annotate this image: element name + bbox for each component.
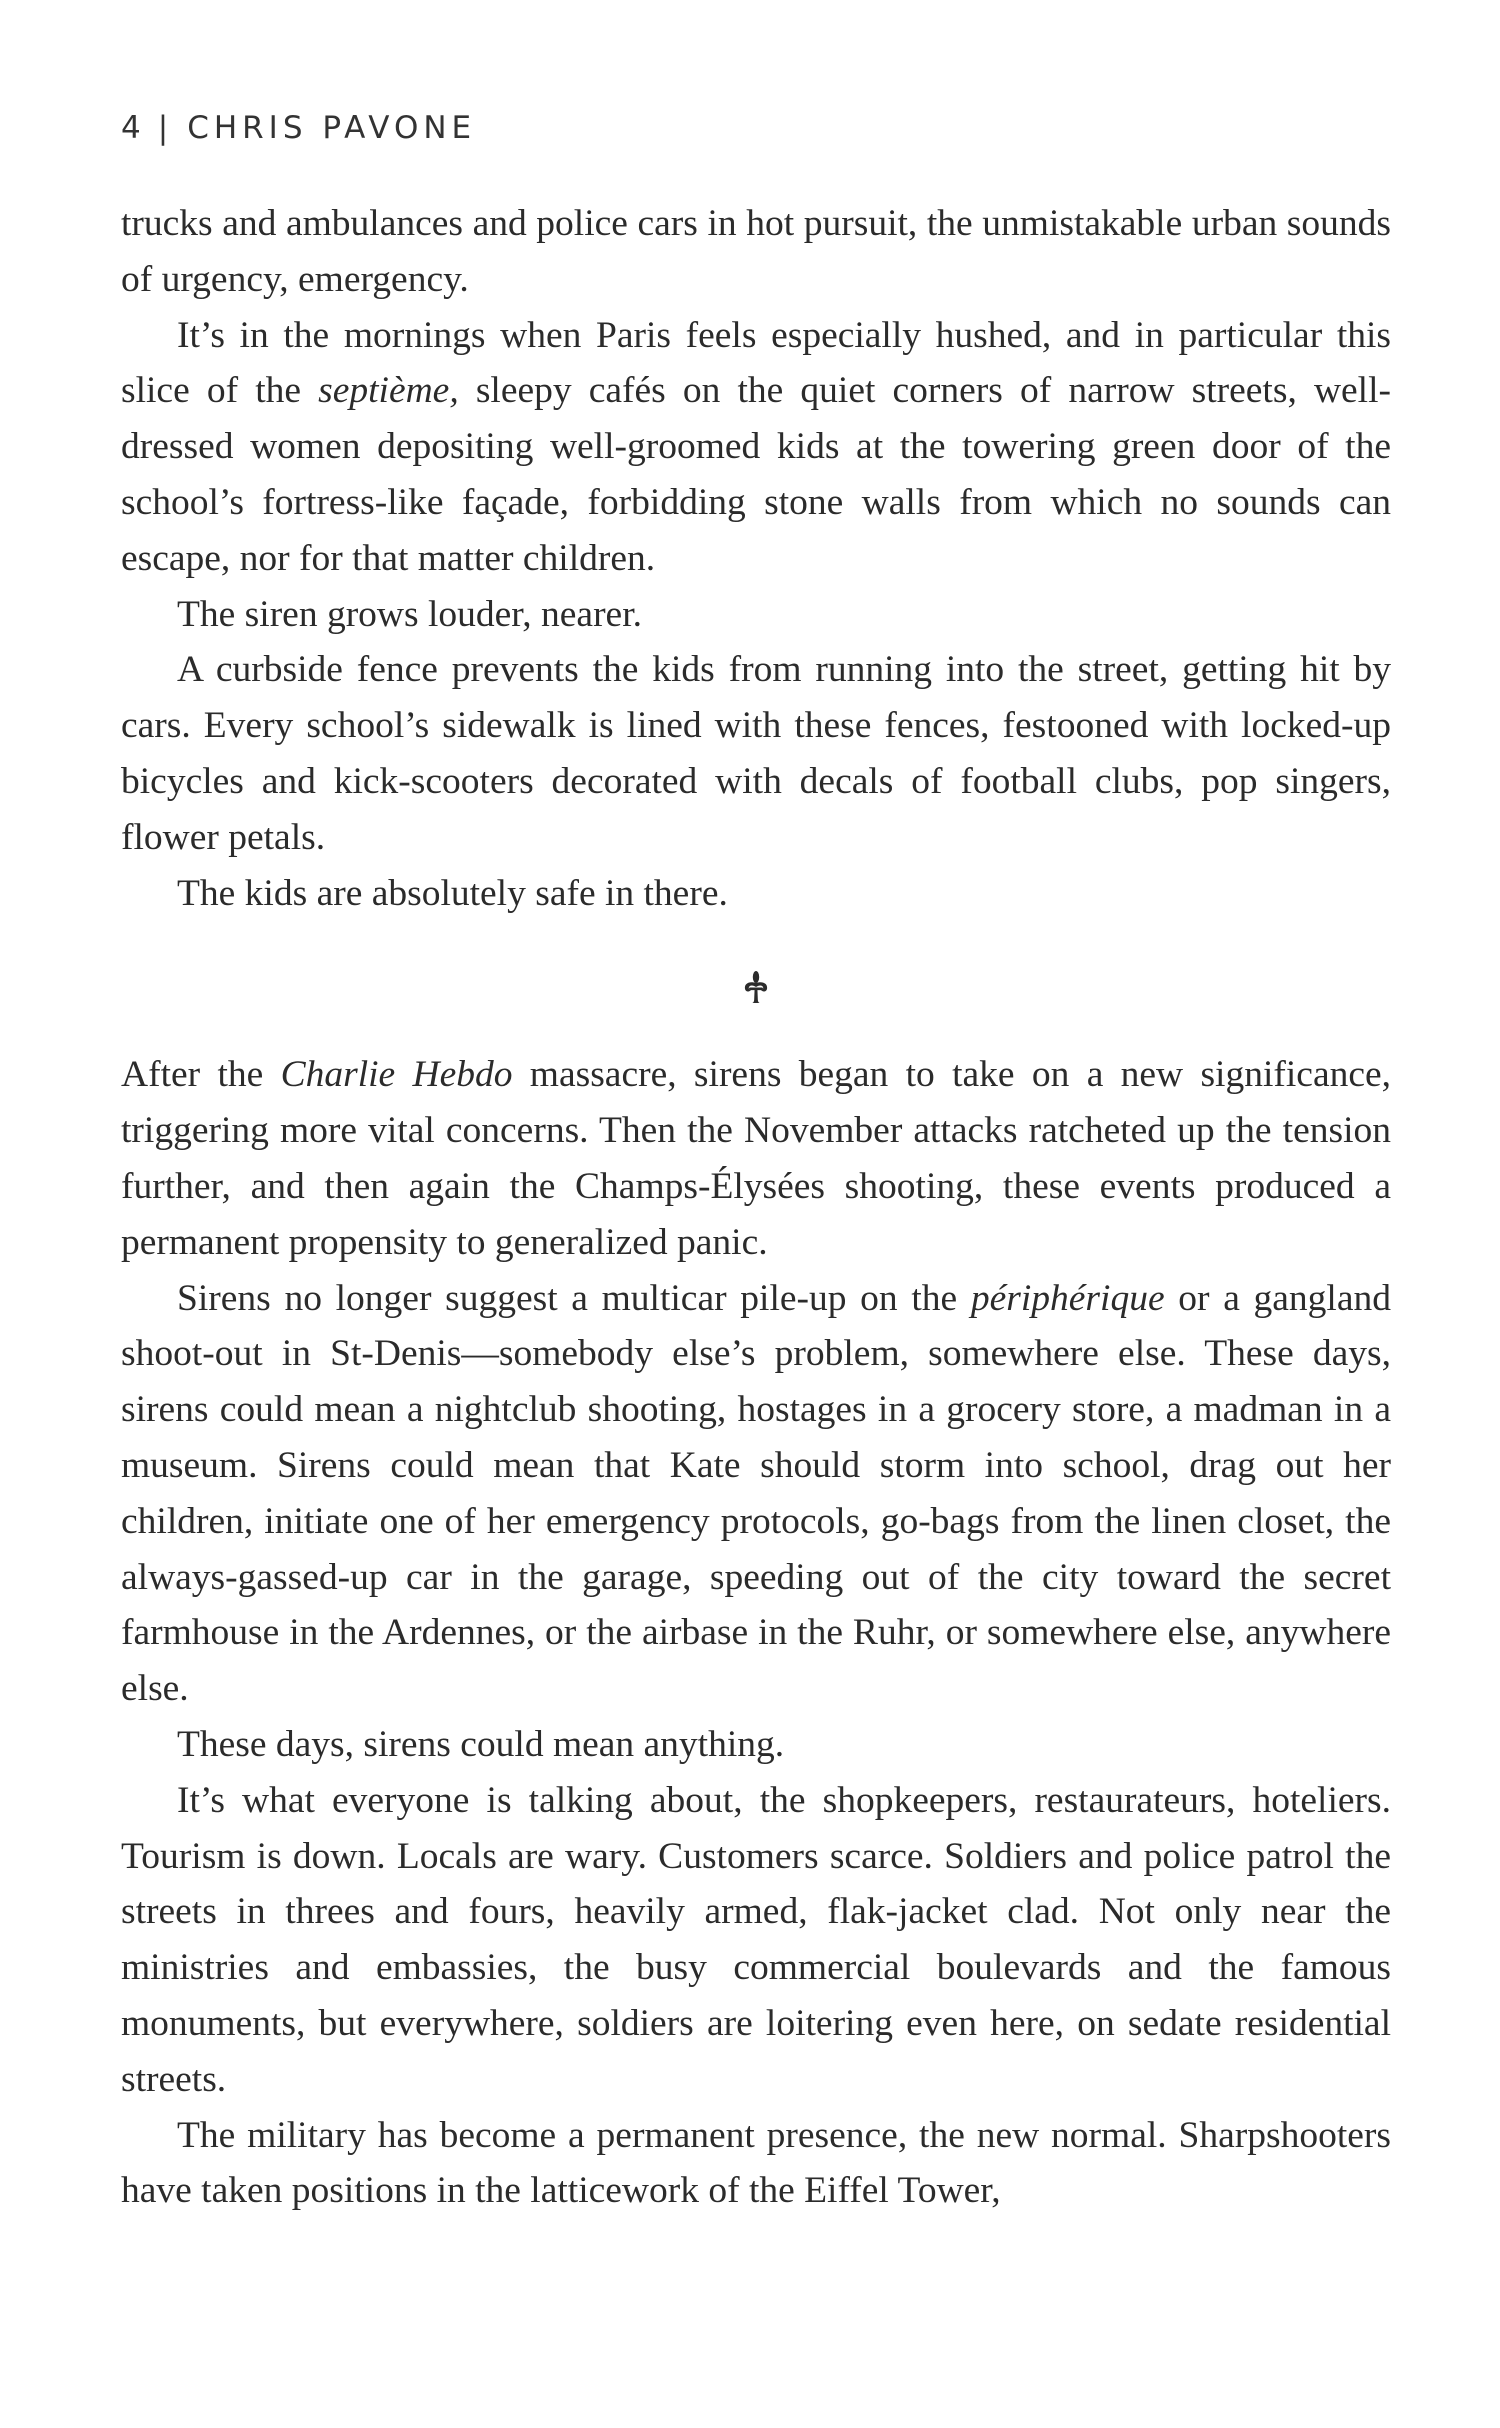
header-separator: | xyxy=(157,110,174,146)
page-number: 4 xyxy=(121,110,146,146)
book-page xyxy=(121,100,1391,2219)
paragraph: It’s what everyone is talking about, the shopkeepers, restaurateurs, hoteliers. Tourism is down. Locals are wary. Customers scarce. Soldiers and police patrol the streets in threes and fours, heavily armed, flak-jacket clad. Not only near the ministries and embassies, the busy commercial boulevards and the famous monuments, but everywhere, soldiers are loitering even here, on sedate residential streets. xyxy=(121,1779,1391,2100)
paragraph: trucks and ambulances and police cars in hot pursuit, the unmistakable urban sounds of urgency, emergency. xyxy=(121,203,1391,300)
paragraph: These days, sirens could mean anything. xyxy=(177,1723,785,1765)
body-text xyxy=(121,196,1391,2219)
author-name: CHRIS PAVONE xyxy=(187,110,477,146)
fleuron-icon xyxy=(743,971,769,1005)
italic-word: périphérique xyxy=(970,1277,1165,1319)
paragraph: A curbside fence prevents the kids from running into the street, getting hit by cars. Every school’s sidewalk is lined with these fences, festooned with locked-up bicycles and kick-scooters decorated with decals of football clubs, pop singers, flower petals. xyxy=(121,649,1391,858)
italic-word: septième, xyxy=(318,370,459,412)
paragraph: The kids are absolutely safe in there. xyxy=(177,872,728,914)
paragraph: After the Charlie Hebdo massacre, sirens began to take on a new significance, triggering more vital concerns. Then the November attacks ratcheted up the tension further, and then again the Champs-Élysées shooting, these events produced a permanent propensity to generalized panic. xyxy=(121,1054,1391,1263)
paragraph: Sirens no longer suggest a multicar pile-up on the périphérique or a gangland shoot-out in St-Denis—somebody else’s problem, somewhere else. These days, sirens could mean a nightclub shooting, hostages in a grocery store, a madman in a museum. Sirens could mean that Kate should storm into school, drag out her children, initiate one of her emergency protocols, go-bags from the linen closet, the always-gassed-up car in the garage, speeding out of the city toward the secret farmhouse in the Ardennes, or the airbase in the Ruhr, or somewhere else, anywhere else. xyxy=(121,1277,1391,1710)
paragraph: The military has become a permanent presence, the new normal. Sharpshooters have taken positions in the latticework of the Eiffel Tower, xyxy=(121,2114,1391,2212)
paragraph: It’s in the mornings when Paris feels especially hushed, and in particular this slice of the septième, sleepy cafés on the quiet corners of narrow streets, well-dressed women depositing well-groomed kids at the towering green door of the school’s fortress-like façade, forbidding stone walls from which no sounds can escape, nor for that matter children. xyxy=(121,314,1391,579)
running-head xyxy=(121,100,1391,156)
paragraph: The siren grows louder, nearer. xyxy=(177,593,642,635)
section-break xyxy=(121,929,1391,1047)
italic-title: Charlie Hebdo xyxy=(280,1054,513,1096)
